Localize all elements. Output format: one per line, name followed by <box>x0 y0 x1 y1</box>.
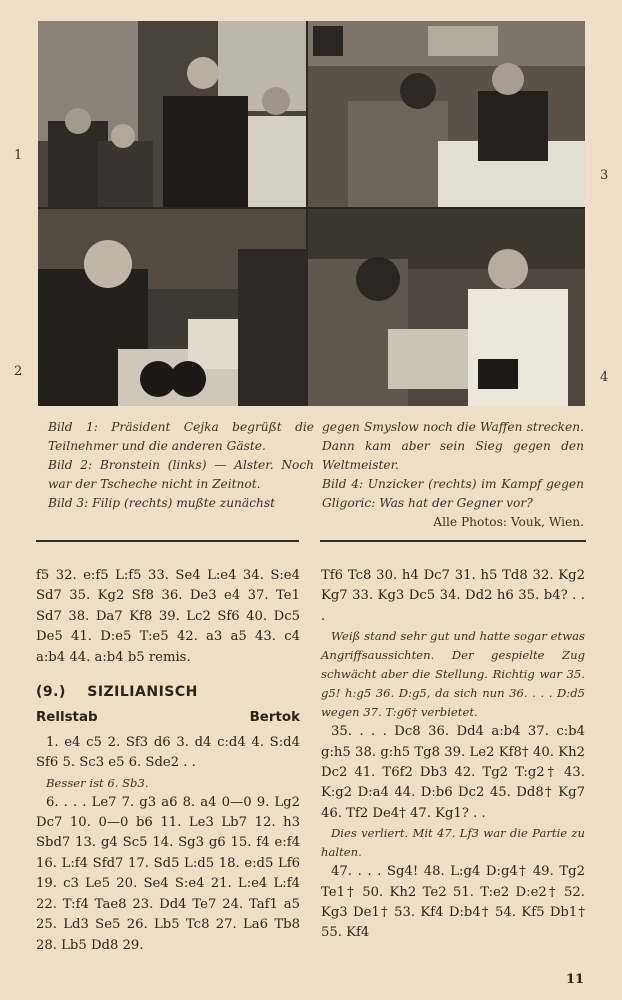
photo-credit: Alle Photos: Vouk, Wien. <box>433 515 584 529</box>
game-heading <box>36 682 300 702</box>
right-column <box>321 566 585 944</box>
photo-marker-3: 3 <box>600 168 609 183</box>
caption-bild-3: Bild 3: Filip (rechts) mußte zunächst <box>48 496 275 510</box>
caption-bild-2: Bild 2: Bronstein (links) — Alster. Noch war der Tscheche nicht in Zeitnot. <box>48 458 314 491</box>
game-number: (9.) <box>36 684 66 701</box>
moves-continuation: Tf6 Tc8 30. h4 Dc7 31. h5 Td8 32. Kg2 Kg7 33. Kg3 Dc5 34. Dd2 h6 35. b4? . . . <box>321 568 585 624</box>
caption-bild-1: Bild 1: Präsident Cejka begrüßt die Teilnehmer und die anderen Gäste. <box>48 420 314 453</box>
divider-left <box>36 540 299 542</box>
photo-3-filip-smyslow <box>308 21 585 207</box>
photo-4-unzicker-gligoric <box>308 209 585 406</box>
caption-right <box>322 418 584 532</box>
annotation-2: Weiß stand sehr gut und hatte sogar etwas Angriffsaussichten. Der gespielte Zug schwächt aber die Stellung. Richtig war 35. g5! h:g5 36. D:g5, da sich nun 36. . . . D:d5 wegen 37. T:g6† verbietet. <box>321 629 585 720</box>
caption-bild-3-cont: gegen Smyslow noch die Waffen strecken. Dann kam aber sein Sieg gegen den Weltmeister. <box>322 420 584 472</box>
moves-endgame: 35. . . . Dc8 36. Dd4 a:b4 37. c:b4 g:h5 38. g:h5 Tg8 39. Le2 Kf8† 40. Kh2 Dc2 41. T6f2 Db3 42. Tg2 T:g2† 43. K:g2 D:a4 44. D:b6 Dc2 45. Dd8† Kg7 46. Tf2 De4† 47. Kg1? . . <box>321 724 585 821</box>
caption-bild-4: Bild 4: Unzicker (rechts) im Kampf gegen Gligoric: Was hat der Gegner vor? <box>322 477 584 510</box>
players-line <box>36 708 300 728</box>
annotation-1: Besser ist 6. Sb3. <box>46 775 149 790</box>
left-column <box>36 566 300 956</box>
caption-left <box>48 418 314 513</box>
photo-grid <box>38 21 585 406</box>
photo-2-bronstein-alster <box>38 209 306 406</box>
page-number: 11 <box>566 972 585 987</box>
photo-1-president-greeting <box>38 21 306 207</box>
photo-marker-4: 4 <box>600 370 609 385</box>
photo-marker-1: 1 <box>14 148 23 163</box>
moves-previous-game: f5 32. e:f5 L:f5 33. Se4 L:e4 34. S:e4 Sd7 35. Kg2 Sf8 36. De3 e4 37. Te1 Sd7 38. Da7 Kf8 39. Lc2 Sf6 40. Dc5 De5 41. D:e5 T:e5 42. a3 a5 43. c4 a:b4 44. a:b4 b5 remis. <box>36 568 300 665</box>
divider-right <box>320 540 586 542</box>
moves-opening: 1. e4 c5 2. Sf3 d6 3. d4 c:d4 4. S:d4 Sf6 5. Sc3 e5 6. Sde2 . . <box>36 734 300 771</box>
black-player: Bertok <box>249 710 300 726</box>
photo-marker-2: 2 <box>14 364 23 379</box>
moves-middlegame: 6. . . . Le7 7. g3 a6 8. a4 0—0 9. Lg2 Dc7 10. 0—0 b6 11. Le3 Lb7 12. h3 Sbd7 13. g4 Sc5 14. Sg3 g6 15. f4 e:f4 16. L:f4 Sfd7 17. Sd5 L:d5 18. e:d5 Lf6 19. c3 Le5 20. Se4 S:e4 21. L:e4 L:f4 22. T:f4 Tae8 23. Dd4 Te7 24. Taf1 a5 25. Ld3 Se5 26. Lb5 Tc8 27. La6 Tb8 28. Lb5 Dd8 29. <box>36 794 300 953</box>
annotation-3: Dies verliert. Mit 47. Lf3 war die Partie zu halten. <box>321 826 585 860</box>
white-player: Rellstab <box>36 710 98 726</box>
opening-name: SIZILIANISCH <box>87 684 198 701</box>
moves-final: 47. . . . Sg4! 48. L:g4 D:g4† 49. Tg2 Te1† 50. Kh2 Te2 51. T:e2 D:e2† 52. Kg3 De1† 53. Kf4 D:b4† 54. Kf5 Db1† 55. Kf4 <box>321 864 585 941</box>
